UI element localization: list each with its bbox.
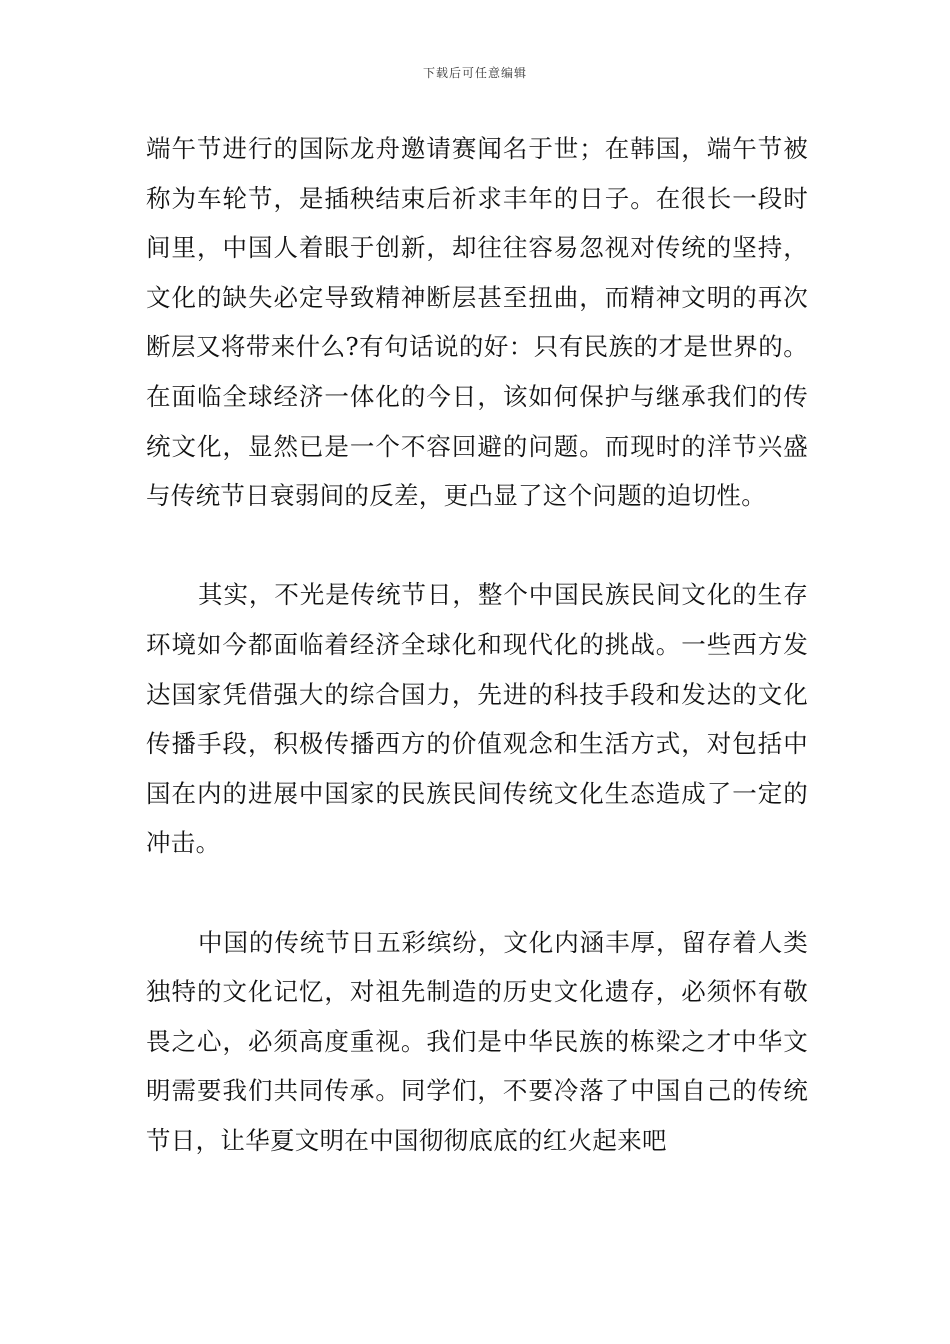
paragraph-gap bbox=[146, 868, 808, 918]
paragraph-2: 其实，不光是传统节日，整个中国民族民间文化的生存环境如今都面临着经济全球化和现代化的挑战。一些西方发达国家凭借强大的综合国力，先进的科技手段和发达的文化传播手段，积极传播西方的价值观念和生活方式，对包括中国在内的进展中国家的民族民间传统文化生态造成了一定的冲击。 bbox=[146, 580, 808, 858]
paragraph-gap bbox=[146, 521, 808, 571]
paragraph-3: 中国的传统节日五彩缤纷，文化内涵丰厚，留存着人类独特的文化记忆，对祖先制造的历史文化遗存，必须怀有敬畏之心，必须高度重视。我们是中华民族的栋梁之才中华文明需要我们共同传承。同学们，不要冷落了中国自己的传统节日，让华夏文明在中国彻彻底底的红火起来吧 bbox=[146, 927, 808, 1155]
download-note: 下载后可任意编辑 bbox=[422, 66, 527, 80]
paragraph-1: 端午节进行的国际龙舟邀请赛闻名于世；在韩国，端午节被称为车轮节，是插秧结束后祈求丰年的日子。在很长一段时间里，中国人着眼于创新，却往往容易忽视对传统的坚持，文化的缺失必定导致精神断层甚至扭曲，而精神文明的再次断层又将带来什么?有句话说的好：只有民族的才是世界的。在面临全球经济一体化的今日，该如何保护与继承我们的传统文化，显然已是一个不容回避的问题。而现时的洋节兴盛与传统节日衰弱间的反差，更凸显了这个问题的迫切性。 bbox=[146, 134, 808, 511]
document-body bbox=[146, 124, 808, 1165]
